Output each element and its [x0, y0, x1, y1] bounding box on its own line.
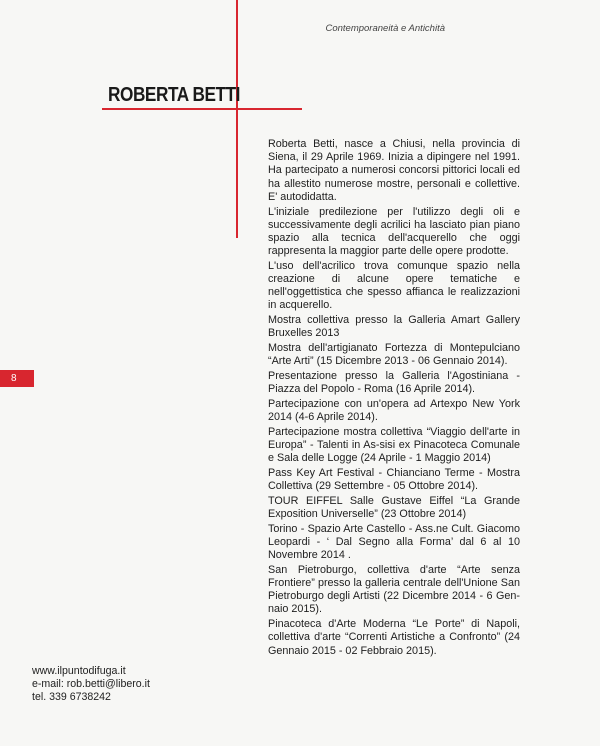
bio-paragraph: L'iniziale predilezione per l'utilizzo degli oli e successivamente degli acrilici ha lasciato pian piano spazio alla tecnica dell'acquerello che oggi rappresenta la maggior parte delle opere prodotte.: [268, 205, 520, 258]
exhibition-entry: Partecipazione con un'opera ad Artexpo New York 2014 (4-6 Aprile 2014).: [268, 397, 520, 424]
section-title: Contemporaneità e Antichità: [325, 23, 445, 34]
accent-vertical-rule: [236, 0, 238, 238]
contact-block: [32, 665, 150, 705]
phone-number: tel. 339 6738242: [32, 691, 111, 704]
exhibition-entry: Presentazione presso la Galleria l'Agostiniana - Piazza del Popolo - Roma (16 Aprile 2014).: [268, 369, 520, 396]
exhibition-entry: Mostra dell'artigianato Fortezza di Montepulciano “Arte Arti” (15 Dicembre 2013 - 06 Gennaio 2014).: [268, 342, 520, 368]
exhibition-entry: TOUR EIFFEL Salle Gustave Eiffel “La Grande Exposition Universelle” (23 Ottobre 2014): [268, 494, 520, 520]
exhibition-entry: Pass Key Art Festival - Chianciano Terme - Mostra Collettiva (29 Settembre - 05 Ottobre 2014).: [268, 466, 520, 493]
exhibition-entry: Torino - Spazio Arte Castello - Ass.ne Cult. Giacomo Leopardi - ‘ Dal Segno alla Forma’ dal 6 al 10 Novembre 2014 .: [268, 522, 520, 562]
email-link[interactable]: e-mail: rob.betti@libero.it: [32, 678, 150, 691]
bio-paragraph: Roberta Betti, nasce a Chiusi, nella provincia di Siena, il 29 Aprile 1969. Inizia a dipingere nel 1991. Ha partecipato a numerosi concorsi pittorici locali ed ha allestito numerose mostre, personali e collettive. E' autodidatta.: [268, 138, 520, 203]
website-link[interactable]: www.ilpuntodifuga.it: [32, 665, 126, 677]
exhibition-entry: Partecipazione mostra collettiva “Viaggio dell'arte in Europa” - Talenti in As-sisi ex Pinacoteca Comunale e Sala delle Logge (24 Aprile - 1 Maggio 2014): [268, 425, 520, 465]
exhibition-entry: Mostra collettiva presso la Galleria Amart Gallery Bruxelles 2013: [268, 314, 520, 340]
bio-paragraph: L'uso dell'acrilico trova comunque spazio nella creazione di alcune opere tematiche e nell'oggettistica che spesso affianca le realizzazioni in acquerello.: [268, 259, 520, 312]
artist-biography: [268, 138, 520, 659]
exhibition-entry: San Pietroburgo, collettiva d'arte “Arte senza Frontiere” presso la galleria centrale dell'Unione San Pietroburgo degli Artisti (22 Dicembre 2014 - 6 Gen-naio 2015).: [268, 563, 520, 616]
accent-horizontal-rule: [102, 108, 302, 110]
page-number-badge: 8: [0, 370, 34, 387]
artist-name-heading: ROBERTA BETTI: [108, 84, 241, 106]
exhibition-entry: Pinacoteca d'Arte Moderna “Le Porte” di Napoli, collettiva d'arte “Correnti Artistiche a Confronto” (24 Gennaio 2015 - 02 Febbraio 2015).: [268, 618, 520, 657]
